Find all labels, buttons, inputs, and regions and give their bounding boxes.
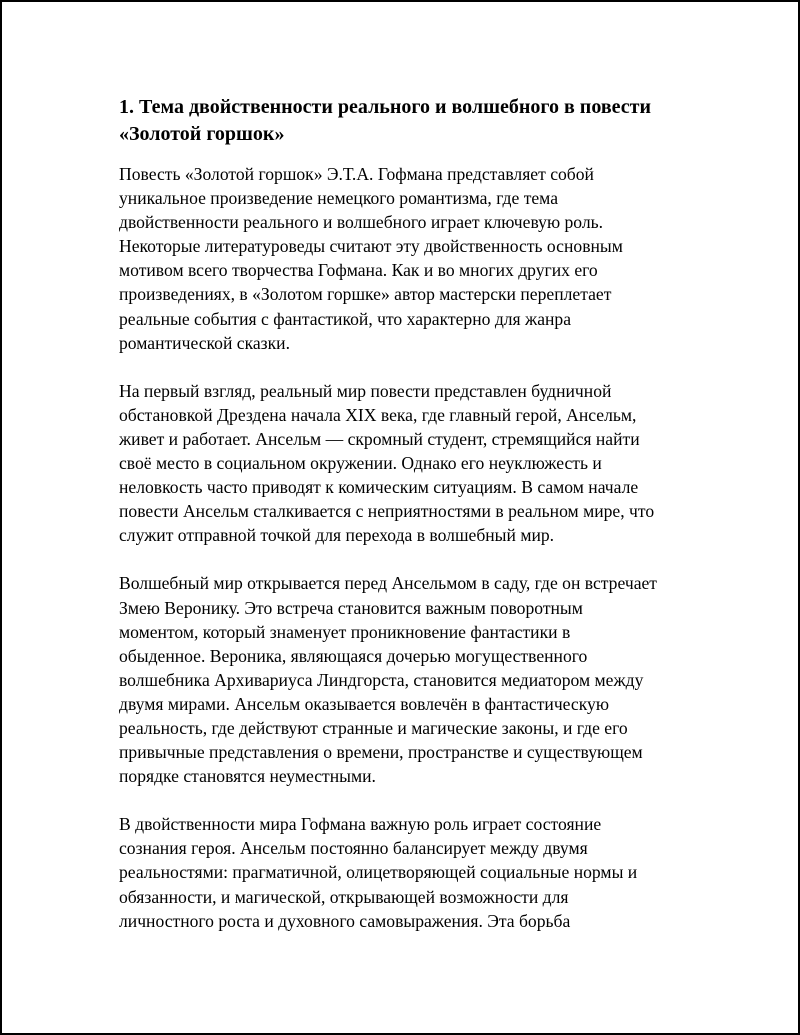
text-line: обязанности, и магической, открывающей возможности для — [119, 886, 569, 907]
text-line: В двойственности мира Гофмана важную роль играет состояние — [119, 814, 602, 835]
paragraph-3 — [119, 571, 709, 788]
text-line: Некоторые литературоведы считают эту двойственность основным — [119, 236, 623, 257]
text-line: волшебника Архивариуса Линдгорста, становится медиатором между — [119, 669, 644, 690]
text-line: сознания героя. Ансельм постоянно балансирует между двумя — [119, 838, 588, 859]
text-line: романтической сказки. — [119, 332, 290, 353]
text-line: своё место в социальном окружении. Однако его неуклюжесть и — [119, 453, 602, 474]
text-line: реальность, где действуют странные и магические законы, и где его — [119, 717, 628, 738]
paragraph-4 — [119, 812, 709, 932]
text-line: обыденное. Вероника, являющаяся дочерью могущественного — [119, 645, 588, 666]
text-line: служит отправной точкой для перехода в волшебный мир. — [119, 525, 555, 546]
text-line: неловкость часто приводят к комическим ситуациям. В самом начале — [119, 477, 639, 498]
text-line: Волшебный мир открывается перед Ансельмом в саду, где он встречает — [119, 573, 657, 594]
paragraph-1 — [119, 162, 709, 355]
text-line: уникальное произведение немецкого романтизма, где тема — [119, 188, 559, 209]
text-line: моментом, который знаменует проникновение фантастики в — [119, 621, 571, 642]
text-line: двойственности реального и волшебного играет ключевую роль. — [119, 212, 604, 233]
text-line: Повесть «Золотой горшок» Э.Т.А. Гофмана представляет собой — [119, 164, 594, 184]
text-line: двумя мирами. Ансельм оказывается вовлечён в фантастическую — [119, 693, 609, 714]
text-line: реальностями: прагматичной, олицетворяющей социальные нормы и — [119, 862, 638, 883]
heading-line: 1. Тема двойственности реального и волшебного в повести — [119, 96, 651, 118]
heading-line: «Золотой горшок» — [119, 123, 285, 145]
text-line: живет и работает. Ансельм — скромный студент, стремящийся найти — [119, 428, 640, 449]
text-line: обстановкой Дрездена начала XIX века, где главный герой, Ансельм, — [119, 404, 637, 425]
text-line: На первый взгляд, реальный мир повести представлен будничной — [119, 380, 612, 401]
text-line: мотивом всего творчества Гофмана. Как и во многих других его — [119, 260, 598, 281]
text-line: Змею Веронику. Это встреча становится важным поворотным — [119, 597, 583, 618]
text-line: личностного роста и духовного самовыражения. Эта борьба — [119, 910, 571, 931]
text-line: привычные представления о времени, пространстве и существующем — [119, 742, 643, 763]
paragraph-2 — [119, 379, 709, 548]
text-line: произведениях, в «Золотом горшке» автор мастерски переплетает — [119, 284, 612, 305]
text-line: повести Ансельм сталкивается с неприятностями в реальном мире, что — [119, 501, 655, 522]
text-line: порядке становятся неуместными. — [119, 766, 376, 787]
section-heading — [119, 94, 709, 148]
document-content — [119, 94, 709, 957]
text-line: реальные события с фантастикой, что характерно для жанра — [119, 308, 572, 329]
